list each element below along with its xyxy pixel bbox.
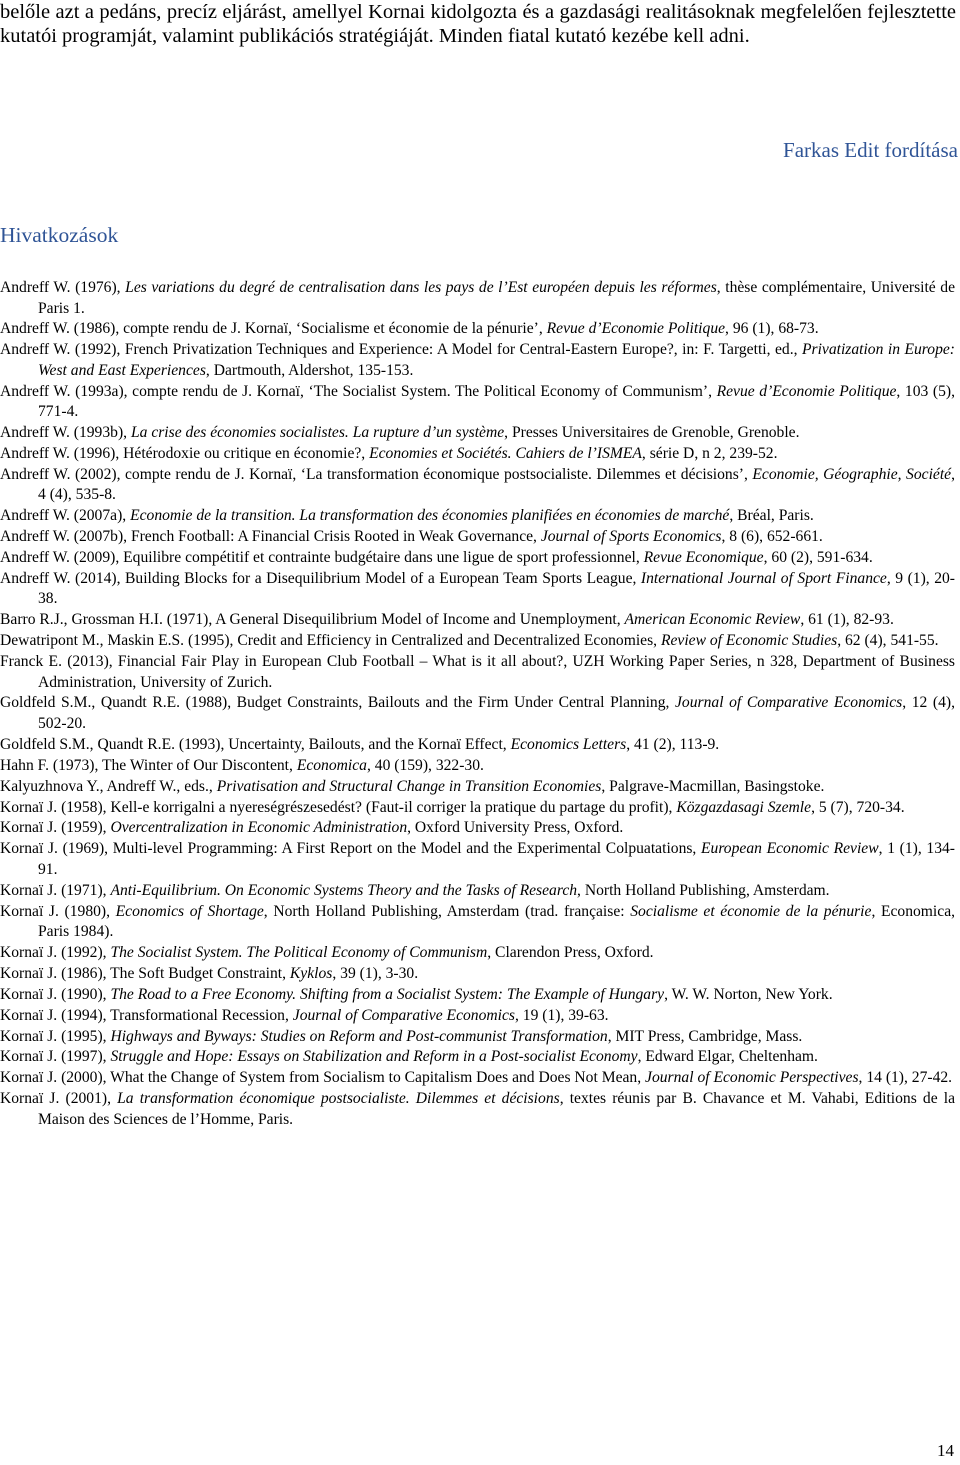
reference-entry (0, 382, 955, 423)
reference-text: , 60 (2), 591-634. (763, 549, 873, 567)
reference-title: Kyklos (289, 964, 333, 982)
reference-entry (0, 340, 955, 381)
reference-entry (0, 465, 955, 506)
reference-text: Andreff W. (1992), French Privatization Techniques and Experience: A Model for Central-Eastern Europe?, in: F. Targetti, ed., (0, 341, 802, 359)
reference-entry (0, 985, 955, 1006)
reference-text: , 14 (1), 27-42. (858, 1069, 953, 1087)
reference-text: , W. W. Norton, New York. (664, 985, 833, 1003)
reference-entry (0, 943, 955, 964)
reference-text: , textes réunis par B. Chavance et M. Vahabi, Editions de la Maison des Sciences de l’Homme, Paris. (38, 1090, 955, 1128)
reference-title: International Journal of Sport Finance (640, 569, 887, 587)
reference-entry (0, 278, 955, 319)
reference-title: Revue d’Economie Politique (716, 382, 897, 400)
reference-text: Kornaï J. (2000), What the Change of System from Socialism to Capitalism Does and Does Not Mean, (0, 1069, 646, 1087)
references-list (0, 278, 955, 1131)
reference-entry (0, 610, 955, 631)
reference-text: Andreff W. (2007b), French Football: A Financial Crisis Rooted in Weak Governance, (0, 528, 541, 546)
reference-entry (0, 964, 955, 985)
intro-paragraph: belőle azt a pedáns, precíz eljárást, amellyel Kornai kidolgozta és a gazdasági realitásoknak megfelelően fejlesztette kutatói programját, valamint publikációs stratégiáját. Minden fiatal kutató kezébe kell adni. (0, 1, 956, 47)
translator-credit: Farkas Edit fordítása (783, 138, 958, 162)
reference-title: Economics Letters (510, 735, 627, 753)
reference-text: , 61 (1), 82-93. (800, 611, 894, 629)
reference-title: Highways and Byways: Studies on Reform and Post-communist Transformation (110, 1027, 608, 1045)
reference-text: , 4 (4), 535-8. (38, 465, 955, 504)
reference-entry (0, 506, 955, 527)
reference-title: Economics of Shortage (115, 902, 264, 920)
reference-text: Kornaï J. (1997), (0, 1048, 111, 1066)
reference-text: Kornaï J. (1994), Transformational Recession, (0, 1006, 293, 1024)
reference-entry (0, 798, 955, 819)
reference-text: Kornaï J. (1969), Multi-level Programming: A First Report on the Model and the Experimental Colpuatations, (0, 840, 701, 858)
reference-text: , Bréal, Paris. (729, 507, 814, 525)
reference-text: , 1 (1), 134-91. (38, 840, 955, 878)
reference-text: Kornaï J. (1971), (0, 881, 111, 899)
reference-text: , Economica, Paris 1984). (38, 902, 956, 941)
reference-text: Barro R.J., Grossman H.I. (1971), A General Disequilibrium Model of Income and Unemployment, (0, 611, 625, 629)
reference-text: , 103 (5), 771-4. (38, 382, 955, 421)
reference-title: La transformation économique postsocialiste. Dilemmes et décisions (117, 1090, 560, 1108)
reference-text: Andreff W. (1993b), (0, 424, 131, 442)
reference-text: Kornaï J. (1992), (0, 943, 111, 961)
reference-title: Anti-Equilibrium. On Economic Systems Theory and the Tasks of Research (110, 881, 578, 899)
reference-entry (0, 652, 955, 693)
reference-entry (0, 527, 955, 548)
reference-entry (0, 756, 955, 777)
reference-text: Kornaï J. (2001), (0, 1090, 118, 1108)
reference-title: Economie, Géographie, Société (752, 465, 952, 483)
reference-title: Journal of Sports Economics (540, 528, 722, 546)
reference-text: Kornaï J. (1959), (0, 819, 111, 837)
reference-text: Kornaï J. (1990), (0, 985, 111, 1003)
reference-text: , Oxford University Press, Oxford. (407, 819, 624, 837)
reference-text: , 12 (4), 502-20. (38, 694, 956, 732)
reference-entry (0, 1027, 955, 1048)
reference-title: Economie de la transition. La transformation des économies planifiées en économies de marché (130, 507, 730, 525)
reference-text: , Edward Elgar, Cheltenham. (637, 1048, 818, 1066)
references-heading: Hivatkozások (0, 223, 119, 247)
reference-entry (0, 631, 955, 652)
reference-text: , thèse complémentaire, Université de Paris 1. (38, 279, 955, 317)
reference-entry (0, 423, 955, 444)
reference-entry (0, 818, 955, 839)
reference-entry (0, 902, 955, 943)
reference-text: , North Holland Publishing, Amsterdam (trad. française: (263, 902, 631, 920)
reference-text: , 41 (2), 113-9. (626, 735, 720, 753)
page-number: 14 (937, 1441, 954, 1460)
reference-title: Közgazdasagi Szemle (676, 798, 812, 816)
reference-text: Goldfeld S.M., Quandt R.E. (1988), Budget Constraints, Bailouts and the Firm Under Central Planning, (0, 694, 676, 712)
reference-text: , 9 (1), 20-38. (38, 569, 955, 608)
reference-title: Les variations du degré de centralisation dans les pays de l’Est européen depuis les réformes (125, 279, 717, 296)
reference-text: Goldfeld S.M., Quandt R.E. (1993), Uncertainty, Bailouts, and the Kornaï Effect, (0, 735, 511, 753)
reference-text: Andreff W. (2014), Building Blocks for a Disequilibrium Model of a European Team Sports League, (0, 569, 641, 587)
reference-title: Journal of Comparative Economics (675, 694, 903, 712)
reference-title: Privatisation and Structural Change in Transition Economies (216, 777, 602, 795)
reference-title: Journal of Economic Perspectives (645, 1069, 859, 1087)
reference-text: Andreff W. (1993a), compte rendu de J. Kornaï, ‘The Socialist System. The Political Economy of Communism’, (0, 382, 717, 400)
reference-title: Socialisme et économie de la pénurie (630, 902, 872, 920)
reference-entry (0, 777, 955, 798)
reference-text: , 96 (1), 68-73. (725, 320, 819, 338)
reference-text: , Presses Universitaires de Grenoble, Grenoble. (504, 424, 800, 442)
reference-text: , MIT Press, Cambridge, Mass. (607, 1027, 803, 1045)
reference-title: The Socialist System. The Political Economy of Communism (110, 943, 488, 961)
reference-title: La crise des économies socialistes. La rupture d’un système (130, 424, 505, 442)
reference-entry (0, 735, 955, 756)
reference-title: Economies et Sociétés. Cahiers de l’ISMEA (369, 444, 642, 462)
reference-title: Struggle and Hope: Essays on Stabilization and Reform in a Post-socialist Economy (110, 1048, 638, 1066)
reference-title: Revue d’Economie Politique (546, 320, 726, 338)
reference-entry (0, 839, 955, 880)
reference-text: , Dartmouth, Aldershot, 135-153. (205, 361, 414, 379)
reference-text: Kalyuzhnova Y., Andreff W., eds., (0, 777, 217, 795)
reference-text: , 19 (1), 39-63. (514, 1006, 609, 1024)
reference-text: , Palgrave-Macmillan, Basingstoke. (601, 777, 825, 795)
reference-text: Hahn F. (1973), The Winter of Our Discontent, (0, 756, 297, 774)
reference-text: Kornaï J. (1995), (0, 1027, 111, 1045)
reference-entry (0, 1089, 955, 1130)
reference-text: Kornaï J. (1958), Kell-e korrigalni a nyereségrészesedést? (Faut-il corriger la pratique du partage du profit), (0, 798, 677, 816)
reference-entry (0, 319, 955, 340)
reference-text: Andreff W. (2007a), (0, 507, 131, 525)
reference-text: , 40 (159), 322-30. (366, 756, 484, 774)
reference-title: Review of Economic Studies (660, 632, 838, 650)
reference-text: Andreff W. (1996), Hétérodoxie ou critique en économie?, (0, 444, 370, 462)
reference-entry (0, 1068, 955, 1089)
reference-text: Andreff W. (2002), compte rendu de J. Kornaï, ‘La transformation économique postsocialiste. Dilemmes et décisions’, (0, 465, 753, 483)
reference-text: Kornaï J. (1980), (0, 902, 116, 920)
reference-entry (0, 1047, 955, 1068)
reference-text: Andreff W. (1976), (0, 279, 126, 296)
reference-text: Dewatripont M., Maskin E.S. (1995), Credit and Efficiency in Centralized and Decentralized Economies, (0, 632, 661, 650)
reference-text: , 8 (6), 652-661. (721, 528, 823, 546)
reference-title: Journal of Comparative Economics (292, 1006, 515, 1024)
reference-entry (0, 548, 955, 569)
reference-text: Kornaï J. (1986), The Soft Budget Constraint, (0, 964, 290, 982)
reference-title: The Road to a Free Economy. Shifting from a Socialist System: The Example of Hungary (110, 985, 665, 1003)
reference-text: Franck E. (2013), Financial Fair Play in European Club Football – What is it all about?, UZH Working Paper Series, n 328, Department of Business Administration, University of Zurich. (0, 653, 955, 691)
reference-text: , North Holland Publishing, Amsterdam. (577, 881, 830, 899)
reference-text: Andreff W. (2009), Equilibre compétitif et contrainte budgétaire dans une ligue de sport professionnel, (0, 549, 644, 567)
reference-title: Economica (296, 756, 367, 774)
reference-title: Privatization in Europe: West and East Experiences (38, 341, 955, 379)
reference-title: Revue Economique (643, 549, 764, 567)
reference-text: , série D, n 2, 239-52. (641, 444, 778, 462)
reference-entry (0, 1006, 955, 1027)
reference-text: Andreff W. (1986), compte rendu de J. Kornaï, ‘Socialisme et économie de la pénurie’, (0, 320, 547, 338)
reference-title: American Economic Review (624, 611, 801, 629)
reference-entry (0, 693, 955, 734)
reference-entry (0, 444, 955, 465)
reference-text: , 39 (1), 3-30. (332, 964, 419, 982)
reference-text: , 62 (4), 541-55. (837, 632, 939, 650)
reference-title: Overcentralization in Economic Administration (110, 819, 408, 837)
reference-entry (0, 881, 955, 902)
reference-text: , Clarendon Press, Oxford. (487, 943, 654, 961)
reference-title: European Economic Review (701, 840, 879, 858)
reference-entry (0, 569, 955, 610)
reference-text: , 5 (7), 720-34. (811, 798, 905, 816)
